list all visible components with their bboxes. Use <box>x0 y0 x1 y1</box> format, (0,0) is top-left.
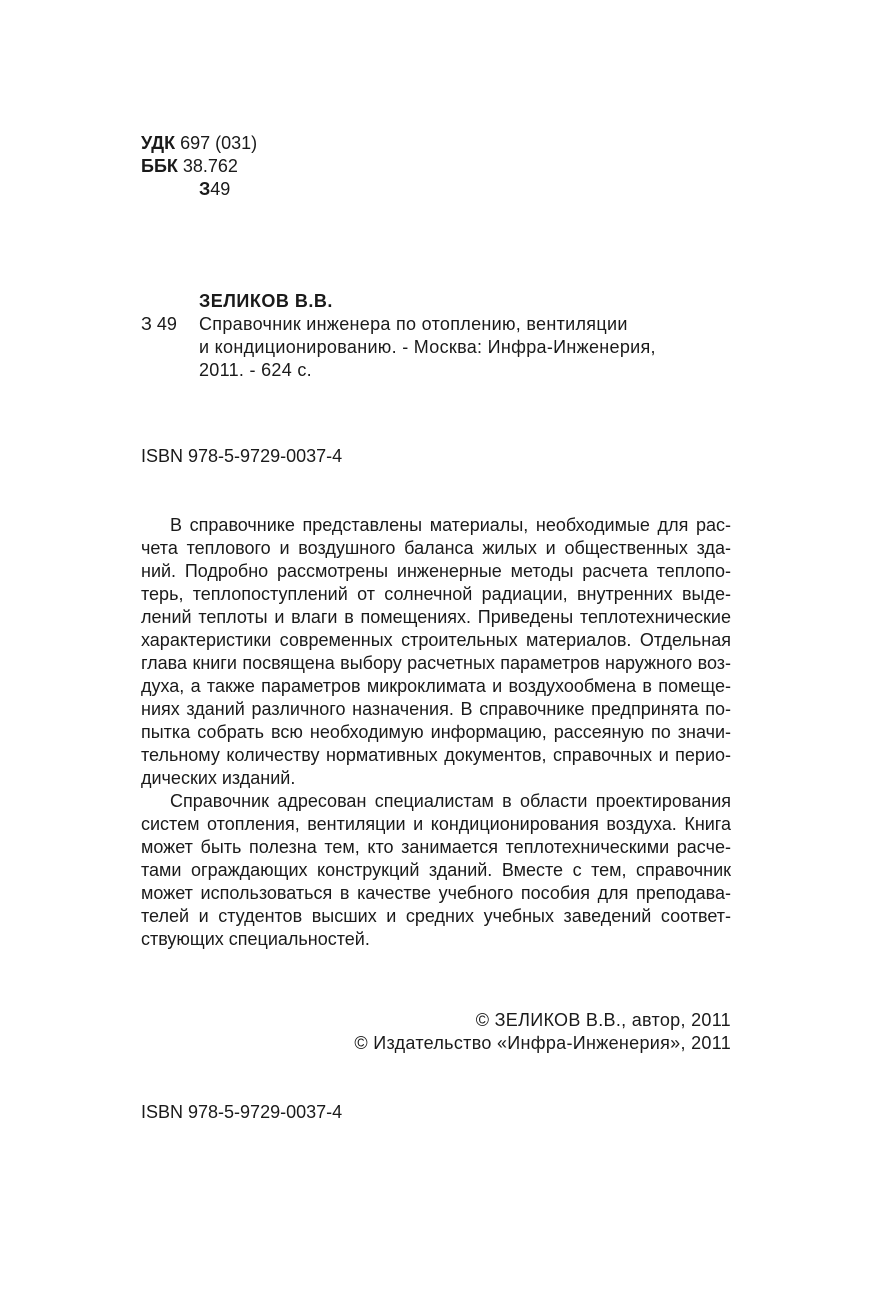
abstract-line: тельному количеству нормативных документов, справочных и перио- <box>141 745 731 765</box>
udk-value: 697 (031) <box>180 133 258 153</box>
abstract-line: лений теплоты и влаги в помещениях. Приведены теплотехнические <box>141 607 731 627</box>
abstract-line: может быть полезна тем, кто занимается теплотехническими расче- <box>141 837 731 857</box>
title-line-2: и кондиционированию. - Москва: Инфра-Инженерия, <box>199 337 656 357</box>
abstract-line: глава книги посвящена выбору расчетных параметров наружного воз- <box>141 653 731 673</box>
isbn-bottom: ISBN 978-5-9729-0037-4 <box>141 1102 343 1122</box>
author-heading: ЗЕЛИКОВ В.В. <box>199 291 333 311</box>
bbk-line <box>141 155 238 177</box>
abstract-line: характеристики современных строительных материалов. Отдельная <box>141 630 731 650</box>
title-line-1: Справочник инженера по отоплению, вентиляции <box>199 314 628 334</box>
abstract-line: духа, а также параметров микроклимата и воздухообмена в помеще- <box>141 676 731 696</box>
shelf-code: З 49 <box>141 314 177 334</box>
copyright-author: © ЗЕЛИКОВ В.В., автор, 2011 <box>475 1010 731 1030</box>
abstract-line: Справочник адресован специалистам в области проектирования <box>170 791 731 811</box>
abstract-line: может использоваться в качестве учебного пособия для преподава- <box>141 883 731 903</box>
abstract-line: ниях зданий различного назначения. В справочнике предпринята по- <box>141 699 731 719</box>
abstract-line: терь, теплопоступлений от солнечной радиации, внутренних выде- <box>141 584 731 604</box>
copyright-publisher: © Издательство «Инфра-Инженерия», 2011 <box>354 1033 731 1053</box>
abstract-line: ний. Подробно рассмотрены инженерные методы расчета теплопо- <box>141 561 731 581</box>
udk-line <box>141 132 257 154</box>
abstract-line: В справочнике представлены материалы, необходимые для рас- <box>170 515 731 535</box>
abstract-line: пытка собрать всю необходимую информацию, рассеяную по значи- <box>141 722 731 742</box>
title-line-3: 2011. - 624 с. <box>199 360 312 380</box>
abstract-line: дических изданий. <box>141 768 296 788</box>
bbk-value: 38.762 <box>182 156 238 176</box>
abstract-line: систем отопления, вентиляции и кондиционирования воздуха. Книга <box>141 814 731 834</box>
abstract-line: телей и студентов высших и средних учебных заведений соответ- <box>141 906 731 926</box>
abstract-line: тами ограждающих конструкций зданий. Вместе с тем, справочник <box>141 860 731 880</box>
author-mark <box>199 178 230 200</box>
isbn-top: ISBN 978-5-9729-0037-4 <box>141 446 343 466</box>
author-mark-number: 49 <box>210 179 231 199</box>
author-mark-letter: З <box>199 179 211 199</box>
bbk-label: ББК <box>141 156 178 176</box>
udk-label: УДК <box>141 133 176 153</box>
abstract-line: чета теплового и воздушного баланса жилых и общественных зда- <box>141 538 731 558</box>
abstract-line: ствующих специальностей. <box>141 929 370 949</box>
